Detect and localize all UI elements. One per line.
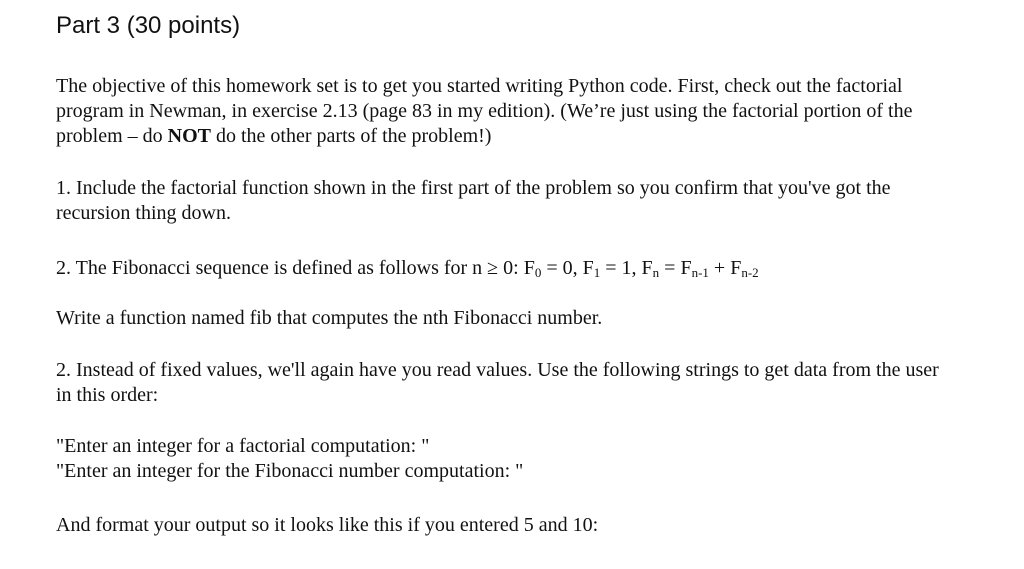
fib-function-instruction: Write a function named fib that computes the nth Fibonacci number.: [56, 307, 603, 329]
f0-symbol: F: [523, 257, 535, 279]
fn1-subscript: n-1: [691, 265, 709, 280]
objective-text-b: do the other parts of the problem!): [211, 125, 492, 147]
fn2-symbol: F: [730, 257, 742, 279]
section-heading: Part 3 (30 points): [56, 12, 241, 39]
factorial-prompt-string: "Enter an integer for a factorial computation: ": [56, 435, 430, 457]
input-instruction: 2. Instead of fixed values, we'll again have you read values. Use the following strings to get data from the user in this order:: [56, 359, 939, 406]
fn-equation: =: [659, 257, 681, 279]
f0-equation: = 0,: [541, 257, 583, 279]
fn-symbol: F: [641, 257, 653, 279]
fibonacci-prompt-string: "Enter an integer for the Fibonacci number computation: ": [56, 460, 524, 482]
objective-paragraph: [56, 74, 956, 149]
fibonacci-definition: [56, 256, 956, 281]
f0-subscript: 0: [534, 265, 542, 280]
fn2-subscript: n-2: [741, 265, 759, 280]
objective-bold-not: NOT: [167, 125, 211, 147]
fn1-symbol: F: [680, 257, 692, 279]
fib-lead-text: 2. The Fibonacci sequence is defined as follows for n ≥ 0:: [56, 257, 524, 279]
prompt-strings: [56, 434, 956, 484]
factorial-instruction: 1. Include the factorial function shown in the first part of the problem so you confirm that you've got the recursion thing down.: [56, 177, 891, 224]
f1-subscript: 1: [593, 265, 601, 280]
plus-sign: +: [708, 257, 731, 279]
objective-text-a: The objective of this homework set is to get you started writing Python code. First, check out the factorial program in Newman, in exercise 2.13 (page 83 in my edition). (We’re just using the factorial portion of the problem – do: [56, 75, 913, 147]
f1-equation: = 1,: [600, 257, 642, 279]
f1-symbol: F: [582, 257, 594, 279]
output-format-instruction: And format your output so it looks like this if you entered 5 and 10:: [56, 514, 599, 536]
fn-subscript: n: [652, 265, 660, 280]
